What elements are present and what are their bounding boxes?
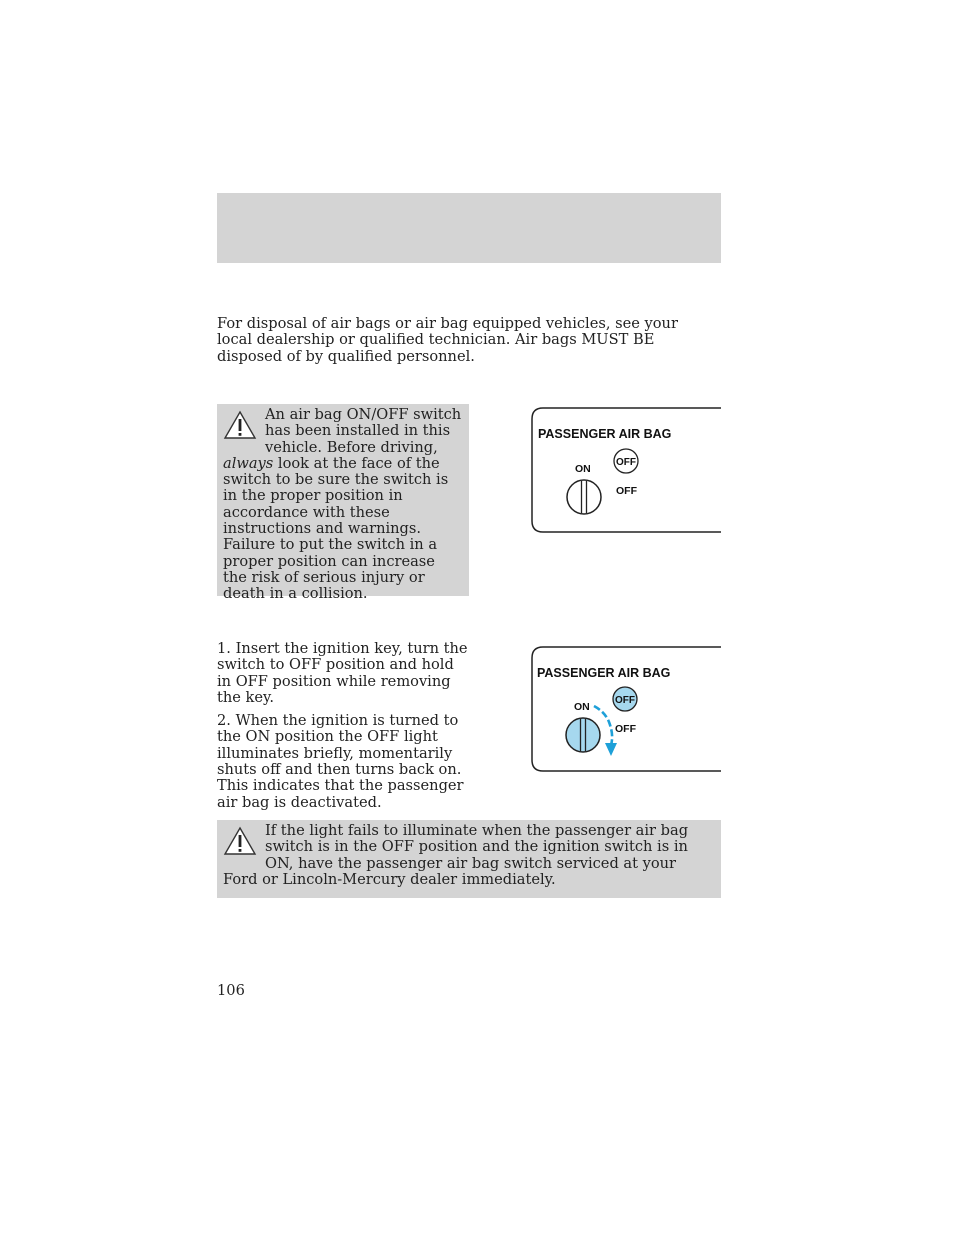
warning-triangle-icon (223, 826, 257, 856)
warning-box-switch (217, 404, 469, 603)
warning-box-light (217, 820, 721, 898)
switch-knob (567, 480, 601, 514)
off-indicator-label: OFF (616, 457, 636, 468)
off-indicator-label: OFF (615, 695, 635, 706)
instruction-steps (217, 641, 471, 818)
switch-diagram-off (531, 407, 721, 533)
switch-diagram-turning (531, 646, 721, 772)
on-label: ON (574, 701, 590, 713)
page-number: 106 (217, 982, 245, 999)
off-label: OFF (615, 723, 636, 735)
off-label: OFF (616, 485, 637, 497)
step-1: 1. Insert the ignition key, turn the switch to OFF position and hold in OFF position while removing the key. (217, 640, 468, 706)
disposal-paragraph: For disposal of air bags or air bag equipped vehicles, see your local dealership or qualified technician. Air bags MUST BE disposed of by qualified personnel. (217, 315, 678, 365)
warning-switch-text: An air bag ON/OFF switch has been installed in this vehicle. Before driving, always look at the face of the switch to be sure the switch is in the proper position in accordance with these instructions and warnings. Failure to put the switch in a proper position can increase the risk of serious injury or death in a collision. (223, 406, 462, 603)
switch-knob (566, 718, 600, 752)
warning-triangle-icon (223, 410, 257, 440)
arrow-head-icon (605, 743, 617, 756)
emphasis-always: always (223, 454, 274, 472)
step-2: 2. When the ignition is turned to the ON position the OFF light illuminates briefly, momentarily shuts off and then turns back on. This indicates that the passenger air bag is deactivated. (217, 712, 464, 811)
warning-light-text: If the light fails to illuminate when the passenger air bag switch is in the OFF position and the ignition switch is in ON, have the passenger air bag switch serviced at your Ford or Lincoln-Mercury dealer immediately. (223, 822, 689, 888)
diagram-title: PASSENGER AIR BAG (538, 427, 672, 441)
on-label: ON (575, 463, 591, 475)
section-header-band (217, 193, 721, 263)
diagram-title: PASSENGER AIR BAG (537, 666, 671, 680)
